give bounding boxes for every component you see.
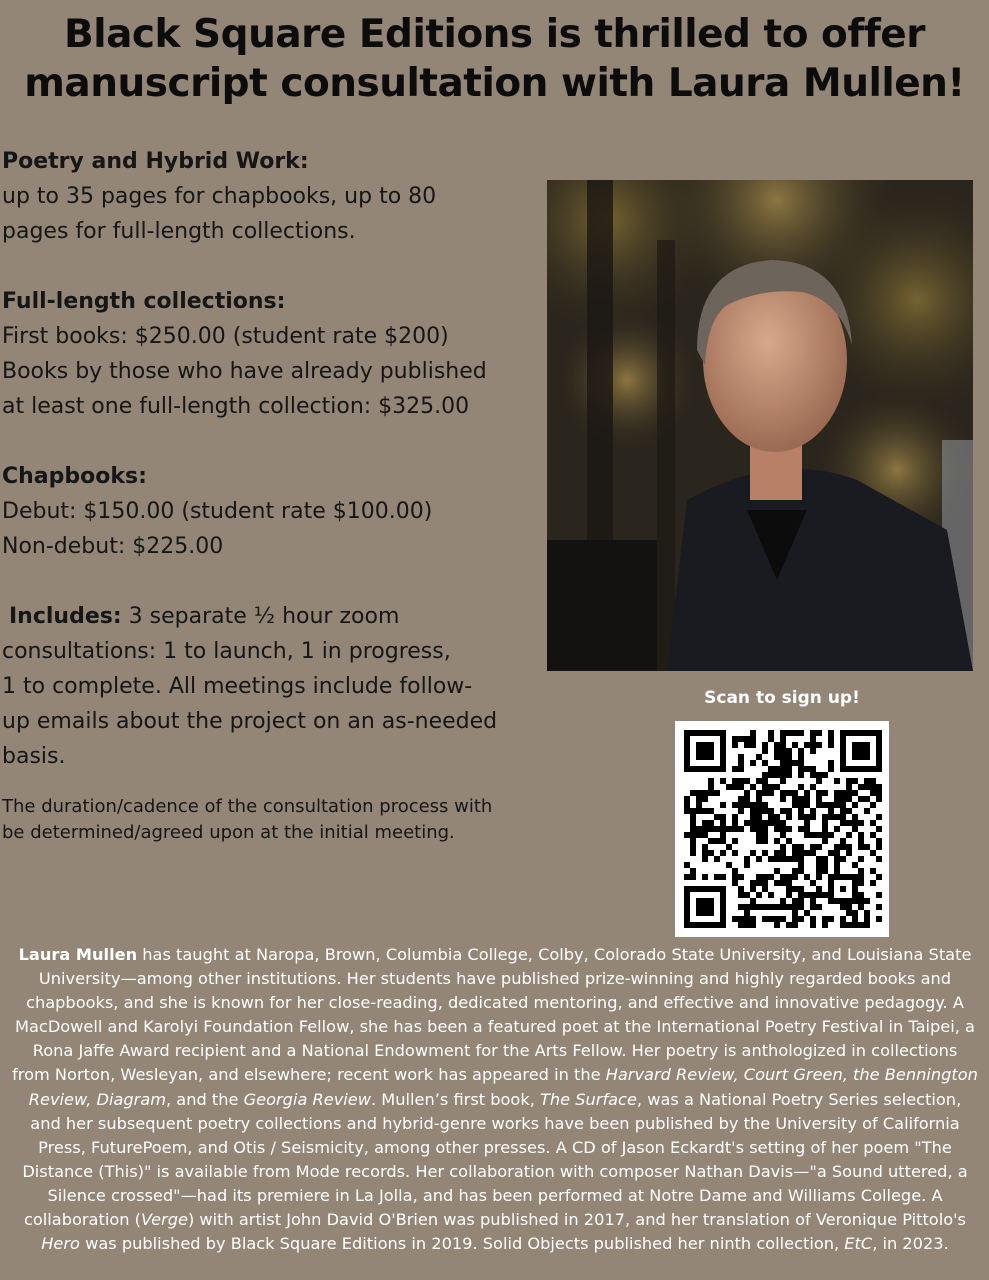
full-length-line-1: First books: $250.00 (student rate $200) (2, 324, 449, 349)
portrait-image (547, 180, 973, 671)
author-photo (547, 180, 973, 671)
includes-line-3: 1 to complete. All meetings include follow- (2, 674, 473, 699)
chapbooks-heading: Chapbooks: (2, 464, 147, 489)
full-length-heading: Full-length collections: (2, 289, 286, 314)
signup-qr-code[interactable] (675, 721, 889, 937)
author-bio: Laura Mullen has taught at Naropa, Brown, Columbia College, Colby, Colorado State University, and Louisiana State University—among other institutions. Her students have published prize-winning and highly regarded books and chapbooks, and she is known for her close-reading, dedicated mentoring, and effective and innovative pedagogy. A MacDowell and Karolyi Foundation Fellow, she has been a featured poet at the International Poetry Festival in Taipei, a Rona Jaffe Award recipient and a National Endowment for the Arts Fellow. Her poetry is anthologized in collections from Norton, Wesleyan, and elsewhere; recent work has appeared in the Harvard Review, Court Green, the Bennington Review, Diagram, and the Georgia Review. Mullen’s first book, The Surface, was a National Poetry Series selection, and her subsequent poetry collections and hybrid-genre works have been published by the University of California Press, FuturePoem, and Otis / Seismicity, among other presses. A CD of Jason Eckardt's setting of her poem "The Distance (This)" is available from Mode records. Her collaboration with composer Nathan Davis—"a Sound uttered, a Silence crossed"—had its premiere in La Jolla, and has been performed at Notre Dame and Williams College. A collaboration (Verge) with artist John David O'Brien was published in 2017, and her translation of Veronique Pittolo's Hero was published by Black Square Editions in 2019. Solid Objects published her ninth collection, EtC, in 2023. (12, 945, 978, 1254)
includes-label: Includes: (9, 604, 122, 629)
full-length-line-3: at least one full-length collection: $325.00 (2, 394, 470, 419)
note-line-2: be determined/agreed upon at the initial meeting. (2, 822, 455, 843)
chapbooks-line-1: Debut: $150.00 (student rate $100.00) (2, 499, 433, 524)
includes-line-5: basis. (2, 744, 66, 769)
headline (0, 10, 989, 108)
poetry-line-2: pages for full-length collections. (2, 219, 356, 244)
chapbooks-line-2: Non-debut: $225.00 (2, 534, 224, 559)
headline-line-1: Black Square Editions is thrilled to offer (64, 12, 925, 57)
poetry-line-1: up to 35 pages for chapbooks, up to 80 (2, 184, 437, 209)
full-length-line-2: Books by those who have already published (2, 359, 487, 384)
pricing-details (2, 144, 550, 846)
poetry-heading: Poetry and Hybrid Work: (2, 149, 309, 174)
bio-journals: Harvard Review, Court Green, the Bennington Review, Diagram (28, 1065, 978, 1109)
headline-line-2: manuscript consultation with Laura Mullen! (24, 61, 965, 106)
note-line-1: The duration/cadence of the consultation process with (2, 796, 493, 817)
bio-name: Laura Mullen (18, 945, 138, 964)
scan-to-sign-up-label: Scan to sign up! (704, 688, 860, 708)
bio-first-book: The Surface (540, 1089, 637, 1109)
includes-line-2: consultations: 1 to launch, 1 in progress, (2, 639, 451, 664)
duration-note (2, 794, 550, 846)
includes-line-1: Includes: 3 separate ½ hour zoom (9, 604, 400, 629)
qr-code-icon (675, 721, 889, 937)
includes-line-4: up emails about the project on an as-needed (2, 709, 498, 734)
